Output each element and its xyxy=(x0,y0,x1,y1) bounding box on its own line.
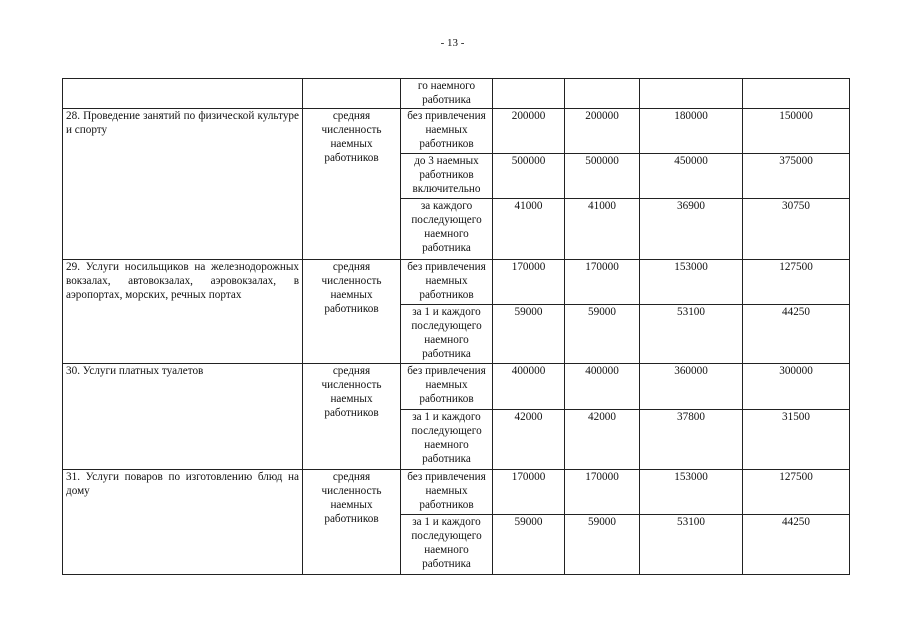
table-row xyxy=(63,364,850,410)
value-cell: 42000 xyxy=(565,410,640,470)
unit-cell: средняя численность наемных работников xyxy=(303,260,401,364)
value-cell: 375000 xyxy=(743,154,850,199)
condition-cell: за 1 и каждого последующего наемного работника xyxy=(401,410,493,470)
condition-cell: до 3 наемных работников включительно xyxy=(401,154,493,199)
value-cell: 200000 xyxy=(493,109,565,154)
table-row xyxy=(63,260,850,305)
empty-cell xyxy=(743,79,850,109)
value-cell: 53100 xyxy=(640,305,743,364)
value-cell: 300000 xyxy=(743,364,850,410)
empty-cell xyxy=(493,79,565,109)
value-cell: 127500 xyxy=(743,470,850,515)
value-cell: 500000 xyxy=(565,154,640,199)
value-cell: 127500 xyxy=(743,260,850,305)
value-cell: 500000 xyxy=(493,154,565,199)
table-row xyxy=(63,109,850,154)
value-cell: 44250 xyxy=(743,515,850,575)
continuation-row xyxy=(63,79,850,109)
value-cell: 360000 xyxy=(640,364,743,410)
condition-cell: за 1 и каждого последующего наемного работника xyxy=(401,515,493,575)
value-cell: 150000 xyxy=(743,109,850,154)
value-cell: 400000 xyxy=(493,364,565,410)
service-name: 31. Услуги поваров по изготовлению блюд на дому xyxy=(63,470,303,575)
value-cell: 36900 xyxy=(640,199,743,260)
empty-cell xyxy=(565,79,640,109)
value-cell: 170000 xyxy=(565,470,640,515)
condition-cell: за 1 и каждого последующего наемного работника xyxy=(401,305,493,364)
condition-cell: без привлечения наемных работников xyxy=(401,470,493,515)
value-cell: 41000 xyxy=(565,199,640,260)
service-name: 30. Услуги платных туалетов xyxy=(63,364,303,470)
empty-cell xyxy=(303,79,401,109)
empty-cell xyxy=(640,79,743,109)
condition-cell: без привлечения наемных работников xyxy=(401,364,493,410)
unit-cell: средняя численность наемных работников xyxy=(303,470,401,575)
value-cell: 59000 xyxy=(493,305,565,364)
value-cell: 450000 xyxy=(640,154,743,199)
value-cell: 44250 xyxy=(743,305,850,364)
value-cell: 41000 xyxy=(493,199,565,260)
empty-cell xyxy=(63,79,303,109)
unit-cell: средняя численность наемных работников xyxy=(303,364,401,470)
page-number: - 13 - xyxy=(440,37,465,49)
value-cell: 59000 xyxy=(565,515,640,575)
value-cell: 37800 xyxy=(640,410,743,470)
condition-cell: за каждого последующего наемного работника xyxy=(401,199,493,260)
condition-cell: без привлечения наемных работников xyxy=(401,109,493,154)
value-cell: 170000 xyxy=(493,260,565,305)
value-cell: 400000 xyxy=(565,364,640,410)
value-cell: 153000 xyxy=(640,470,743,515)
unit-cell: средняя численность наемных работников xyxy=(303,109,401,260)
value-cell: 53100 xyxy=(640,515,743,575)
value-cell: 31500 xyxy=(743,410,850,470)
service-name: 29. Услуги носильщиков на железнодорожных вокзалах, автовокзалах, аэровокзалах, в аэропортах, морских, речных портах xyxy=(63,260,303,364)
tax-rates-table xyxy=(62,78,850,575)
table-row xyxy=(63,470,850,515)
value-cell: 153000 xyxy=(640,260,743,305)
value-cell: 170000 xyxy=(493,470,565,515)
value-cell: 42000 xyxy=(493,410,565,470)
value-cell: 200000 xyxy=(565,109,640,154)
value-cell: 59000 xyxy=(565,305,640,364)
value-cell: 30750 xyxy=(743,199,850,260)
value-cell: 170000 xyxy=(565,260,640,305)
value-cell: 59000 xyxy=(493,515,565,575)
condition-cell: го наемного работника xyxy=(401,79,493,109)
condition-cell: без привлечения наемных работников xyxy=(401,260,493,305)
service-name: 28. Проведение занятий по физической культуре и спорту xyxy=(63,109,303,260)
value-cell: 180000 xyxy=(640,109,743,154)
